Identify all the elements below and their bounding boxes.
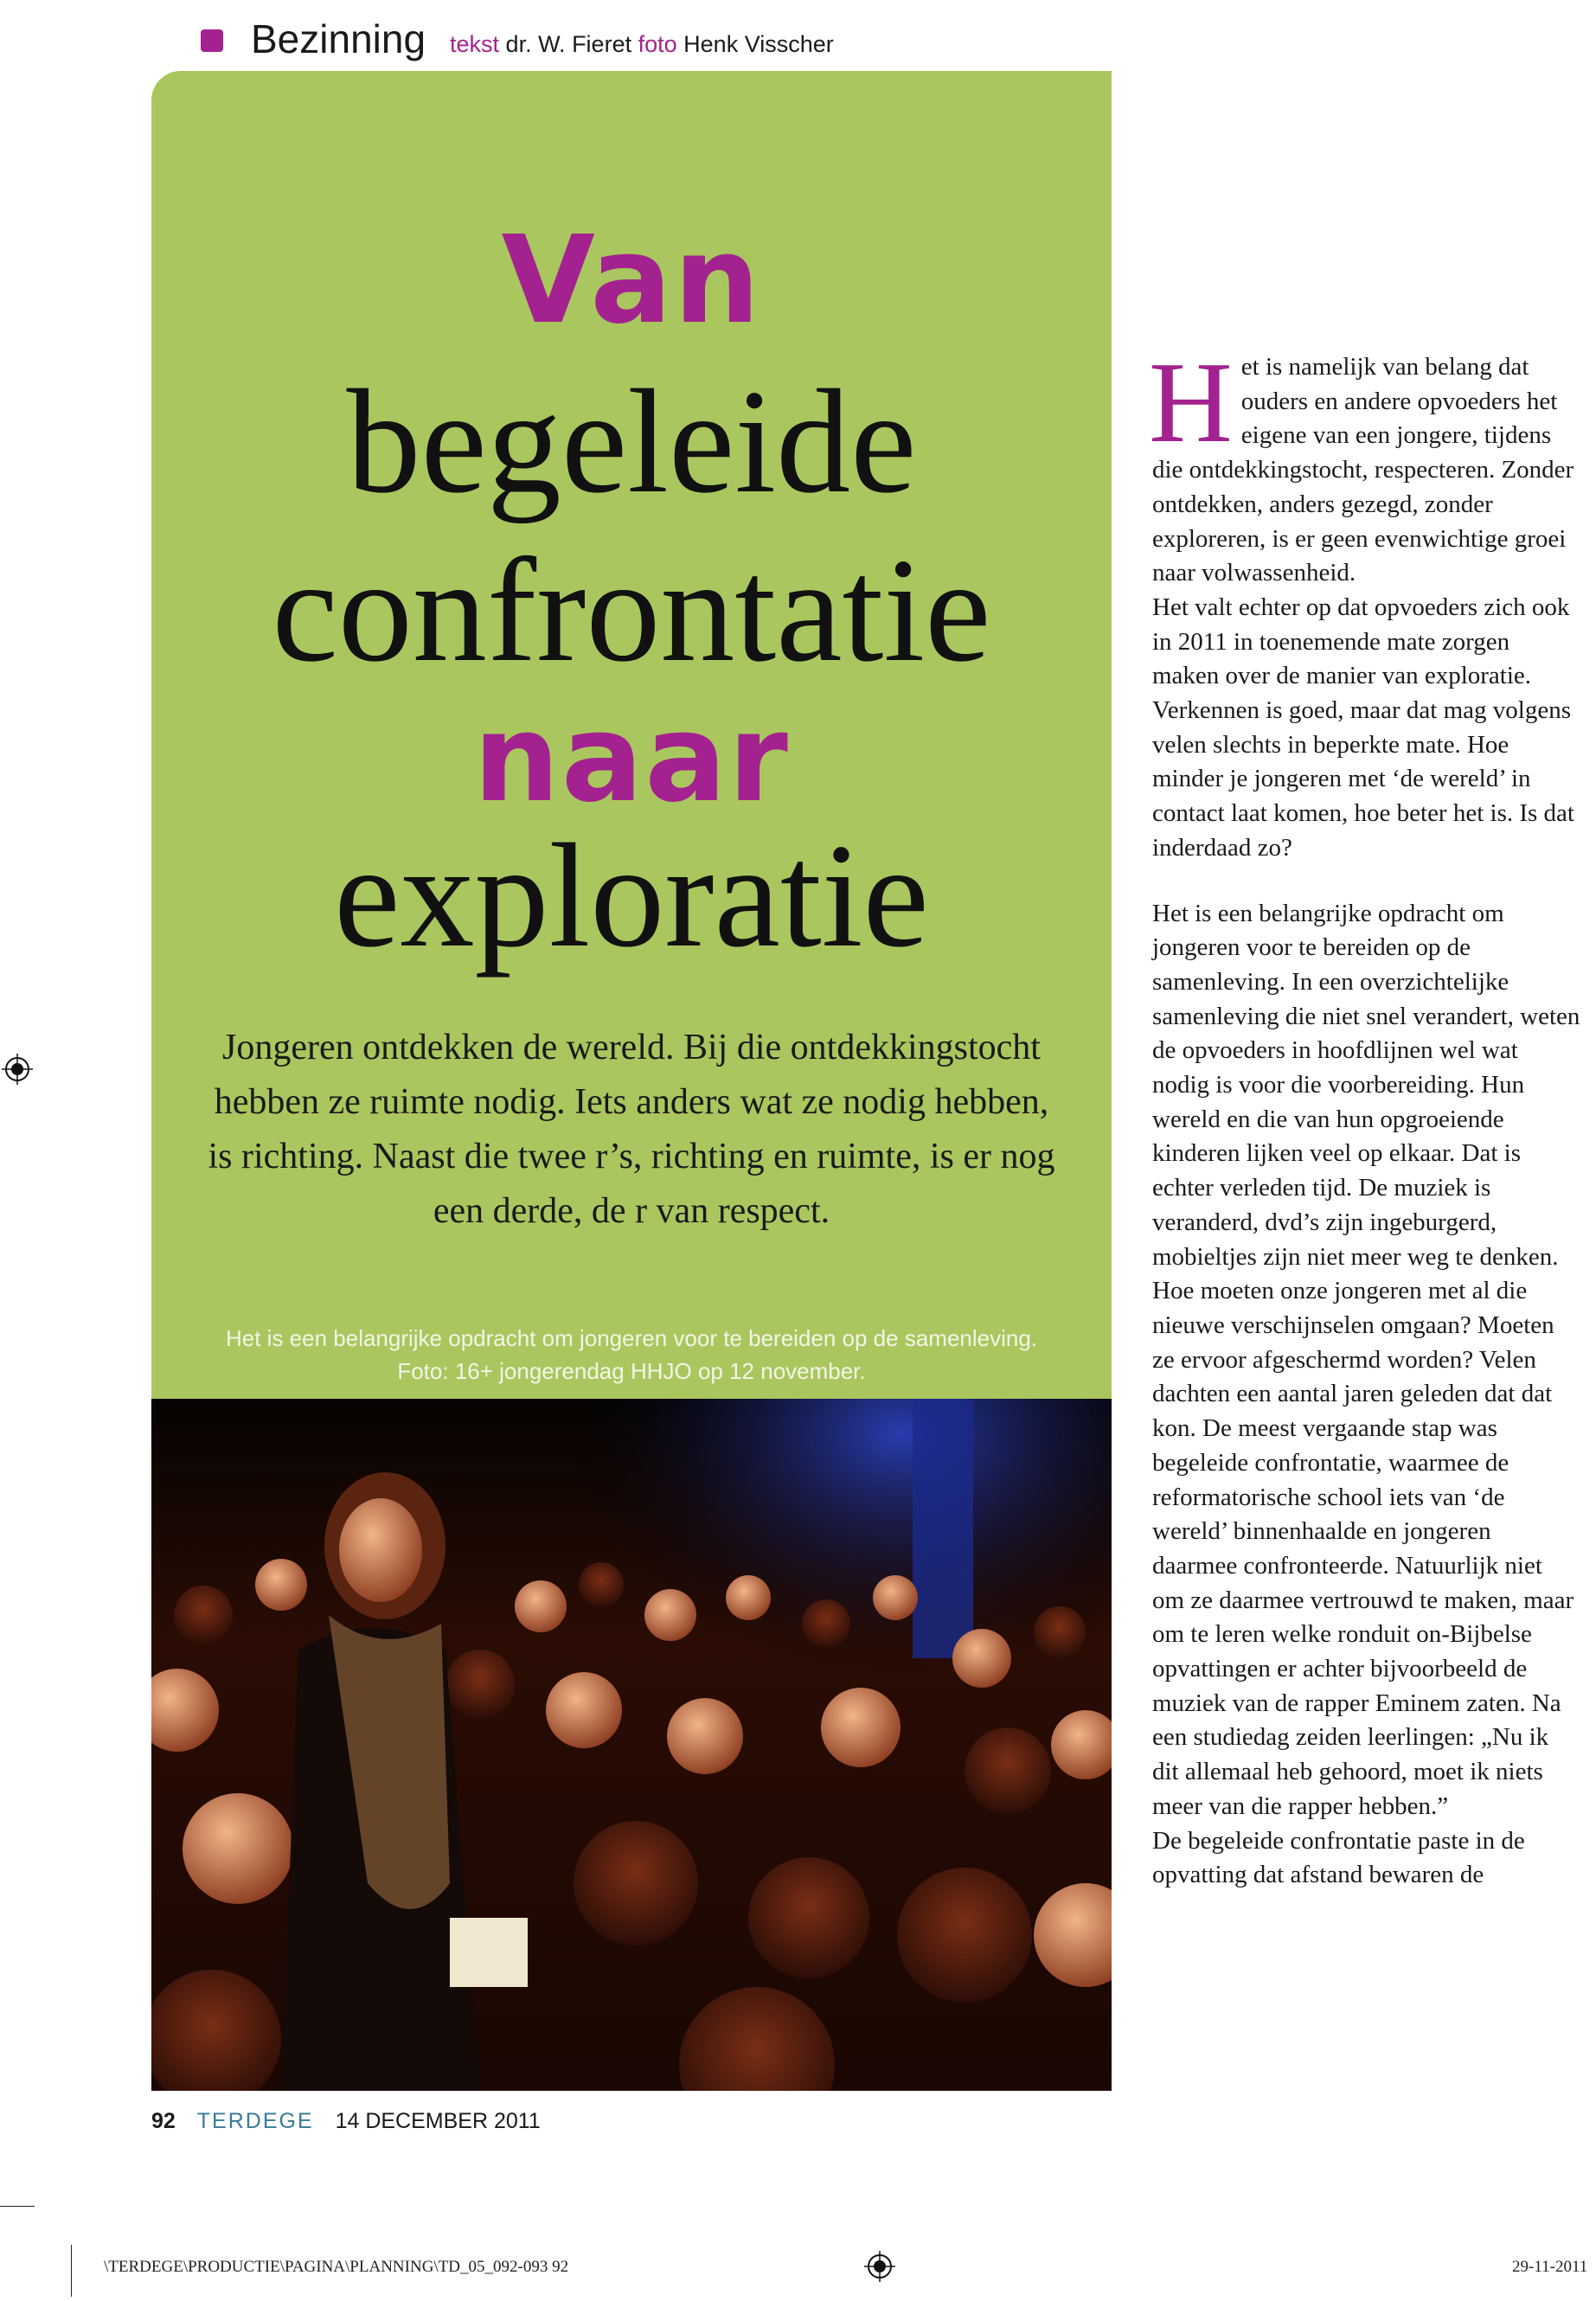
crop-mark — [0, 2206, 35, 2207]
byline-text-label: tekst — [450, 31, 500, 57]
magazine-name: TERDEGE — [196, 2109, 314, 2133]
issue-date: 14 DECEMBER 2011 — [335, 2109, 541, 2133]
production-slug: \TERDEGE\PRODUCTIE\PAGINA\PLANNING\TD_05_092-093 92 — [104, 2258, 569, 2276]
production-date: 29-11-2011 — [1512, 2258, 1588, 2276]
article-paragraph-5: De begeleide confrontatie paste in de opvatting dat afstand bewaren de — [1152, 1826, 1525, 1889]
page-number: 92 — [151, 2109, 176, 2133]
byline-photographer: Henk Visscher — [683, 31, 834, 57]
section-marker-square — [201, 29, 223, 52]
headline-line-5: exploratie — [334, 814, 929, 978]
article-paragraph-2: Het valt echter op dat opvoeders zich ook in 2011 in toenemende mate zorgen maken over de manier van exploratie. Verkennen is goed, maar dat mag volgens velen slechts in beperkte mate. Hoe minder je jongeren met ‘de wereld’ in contact laat komen, hoe beter het is. Is dat inderdaad zo? — [1152, 593, 1574, 862]
registration-mark-icon — [2, 1054, 33, 1085]
drop-cap: H — [1149, 338, 1233, 466]
page-footer — [151, 2109, 541, 2134]
headline-line-1: Van — [501, 210, 762, 351]
photo-caption: Het is een belangrijke opdracht om jongeren voor te bereiden op de samenleving. Foto: 16+ jongerendag HHJO op 12 november. — [225, 1325, 1038, 1384]
byline — [450, 31, 834, 58]
headline-line-4: naar — [473, 689, 790, 830]
byline-photo-label: foto — [638, 31, 677, 57]
article-paragraph-3: Het is een belangrijke opdracht om jongeren voor te bereiden op de samenleving. In een overzichtelijke samenleving die niet snel verandert, weten de opvoeders in hoofdlijnen wel wat nodig is voor die voorbereiding. Hun wereld en die van hun opgroeiende kinderen lijken veel op elkaar. Dat is echter verleden tijd. De muziek is veranderd, dvd’s zijn ingeburgerd, mobieltjes zijn niet meer weg te denken. — [1152, 899, 1580, 1271]
registration-mark-icon — [864, 2251, 895, 2282]
article-paragraph-4: Hoe moeten onze jongeren met al die nieuwe verschijnselen omgaan? Moeten ze ervoor afgeschermd worden? Velen dachten een aantal jaren geleden dat dat kon. De meest vergaande stap was begeleide confrontatie, waarmee de reformatorische school iets van ‘de wereld’ binnenhaalde en jongeren daarmee confronteerde. Natuurlijk niet om ze daarmee vertrouwd te maken, maar om te leren welke ronduit on-Bijbelse opvattingen er achter bijvoorbeeld de muziek van de rapper Eminem zaten. Na een studiedag zeiden leerlingen: „Nu ik dit allemaal heb gehoord, moet ik niets meer van die rapper hebben.” — [1152, 1277, 1574, 1820]
intro-lead: Jongeren ontdekken de wereld. Bij die ontdekkingstocht hebben ze ruimte nodig. Iets anders wat ze nodig hebben, is richting. Naast die twee r’s, richting en ruimte, is er nog een derde, de r van respect. — [208, 1028, 1055, 1231]
headline-line-3: confrontatie — [272, 529, 991, 693]
audience-photo — [151, 1399, 1112, 2091]
article-paragraph-1 — [1149, 338, 1580, 591]
section-title: Bezinning — [251, 16, 426, 61]
article-body — [1149, 338, 1580, 1893]
byline-author: dr. W. Fieret — [505, 31, 632, 57]
crop-mark — [71, 2245, 72, 2297]
headline-line-2: begeleide — [346, 360, 917, 524]
article-paragraph-1-text: et is namelijk van belang dat ouders en andere opvoeders het eigene van een jongere, tijdens die ontdekkingstocht, respecteren. Zonder ontdekken, anders gezegd, zonder exploreren, is er geen evenwichtige groei naar volwassenheid. — [1152, 353, 1574, 587]
